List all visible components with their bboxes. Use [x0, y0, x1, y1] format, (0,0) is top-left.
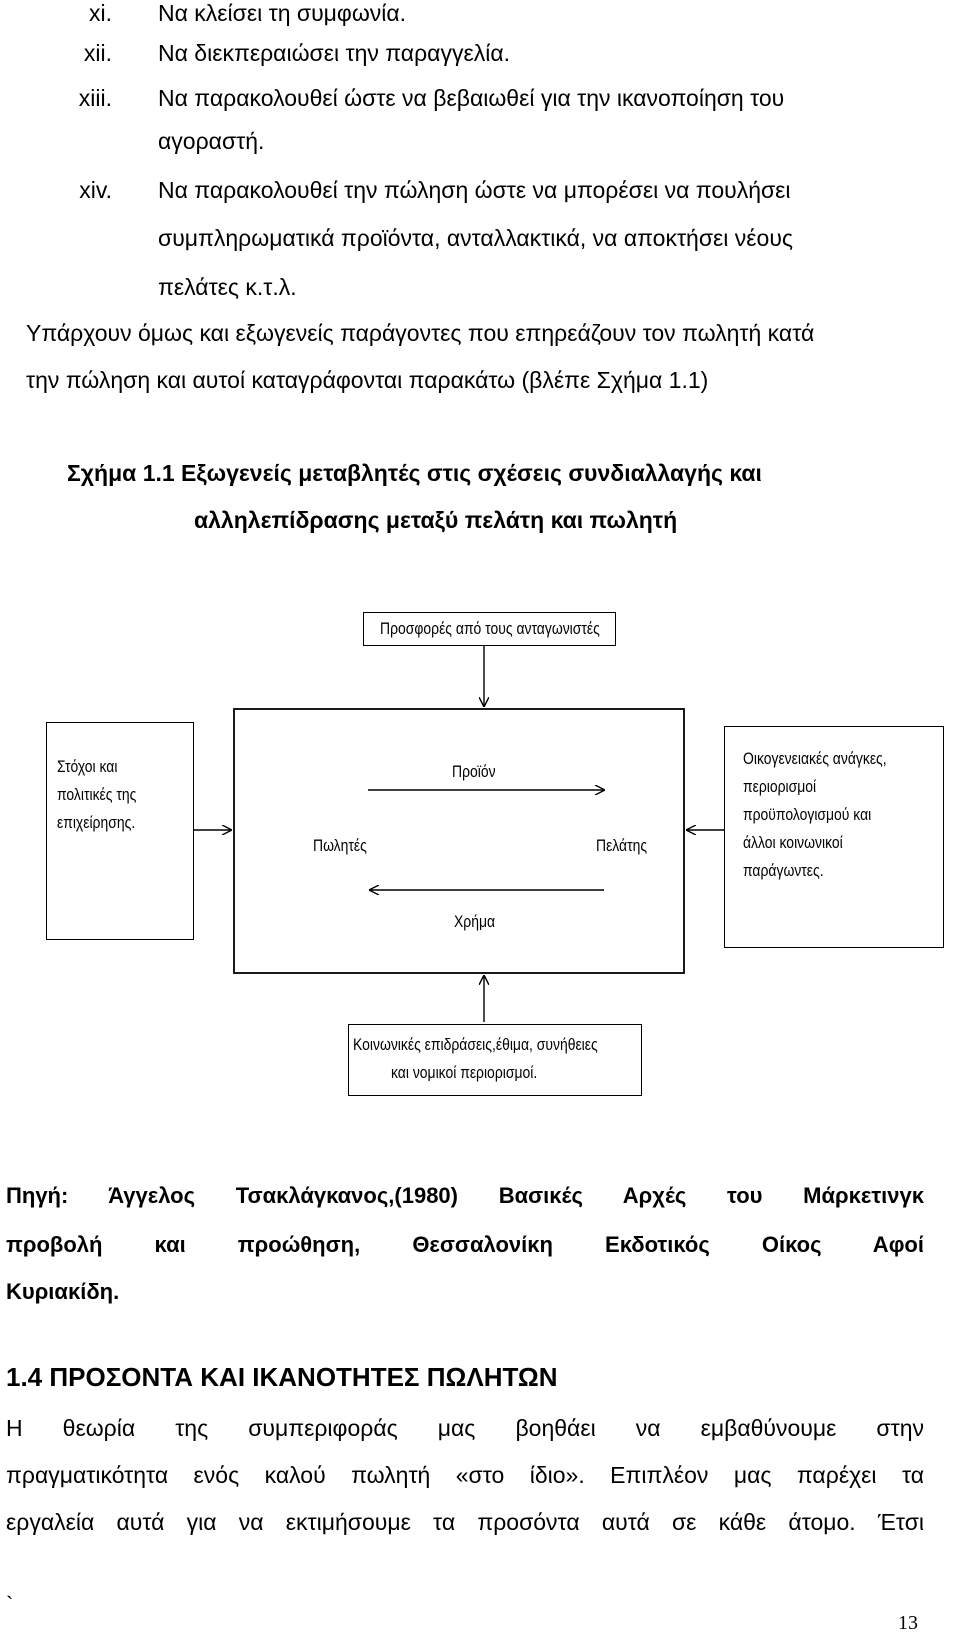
footer-mark: `	[6, 1592, 14, 1617]
competitors-box	[363, 612, 616, 646]
company-goals-line: Στόχοι και	[57, 757, 118, 776]
section-heading: 1.4 ΠΡΟΣΟΝΤΑ ΚΑΙ ΙΚΑΝΟΤΗΤΕΣ ΠΩΛΗΤΩΝ	[6, 1362, 558, 1392]
paragraph-line: πραγματικότητα ενός καλού πωλητή «στο ίδιο». Επιπλέον μας παρέχει τα	[6, 1462, 924, 1488]
money-label: Χρήμα	[454, 912, 496, 931]
source-line: Κυριακίδη.	[6, 1279, 120, 1304]
source-line: Πηγή: Άγγελος Τσακλάγκανος,(1980) Βασικές Αρχές του Μάρκετινγκ	[6, 1183, 924, 1208]
list-number: xi.	[89, 0, 112, 26]
list-item-text: συμπληρωματικά προϊόντα, ανταλλακτικά, να αποκτήσει νέους	[158, 225, 794, 251]
list-item-text: πελάτες κ.τ.λ.	[158, 274, 297, 300]
customer-label: Πελάτης	[596, 836, 648, 855]
list-item-text: Να κλείσει τη συμφωνία.	[158, 0, 407, 26]
paragraph-line: εργαλεία αυτά για να εκτιμήσουμε τα προσόντα αυτά σε κάθε άτομο. Έτσι	[6, 1509, 924, 1535]
list-item-text: αγοραστή.	[158, 128, 265, 154]
company-goals-line: επιχείρησης.	[57, 813, 136, 832]
family-factors-line: άλλοι κοινωνικοί	[743, 833, 843, 852]
list-item-text: Να παρακολουθεί ώστε να βεβαιωθεί για την ικανοποίηση του	[158, 85, 785, 111]
figure-title: Σχήμα 1.1 Εξωγενείς μεταβλητές στις σχέσεις συνδιαλλαγής και	[67, 460, 762, 486]
intro-line: την πώληση και αυτοί καταγράφονται παρακάτω (βλέπε Σχήμα 1.1)	[26, 367, 709, 393]
family-factors-line: Οικογενειακές ανάγκες,	[743, 749, 887, 768]
sellers-label: Πωλητές	[313, 836, 367, 855]
social-factors-box	[348, 1024, 642, 1096]
list-item-text: Να διεκπεραιώσει την παραγγελία.	[158, 40, 511, 66]
source-line: προβολή και προώθηση, Θεσσαλονίκη Εκδοτικός Οίκος Αφοί	[6, 1232, 924, 1257]
product-label: Προϊόν	[452, 762, 496, 781]
family-factors-line: προϋπολογισμού και	[743, 805, 872, 824]
list-number: xiv.	[79, 177, 112, 203]
company-goals-line: πολιτικές της	[57, 785, 137, 804]
paragraph-line: Η θεωρία της συμπεριφοράς μας βοηθάει να εμβαθύνουμε στην	[6, 1415, 924, 1441]
family-factors-box	[724, 726, 944, 948]
social-factors-line: και νομικοί περιορισμοί.	[391, 1063, 538, 1082]
list-number: xiii.	[78, 85, 112, 111]
list-number: xii.	[83, 40, 112, 66]
family-factors-line: παράγωντες.	[743, 861, 824, 880]
social-factors-line: Κοινωνικές επιδράσεις,έθιμα, συνήθειες	[353, 1035, 598, 1054]
family-factors-line: περιορισμοί	[743, 777, 817, 796]
page-number: 13	[898, 1612, 918, 1634]
list-item-text: Να παρακολουθεί την πώληση ώστε να μπορέσει να πουλήσει	[158, 177, 791, 203]
competitors-label: Προσφορές από τους ανταγωνιστές	[380, 619, 600, 638]
intro-line: Υπάρχουν όμως και εξωγενείς παράγοντες που επηρεάζουν τον πωλητή κατά	[26, 320, 815, 346]
company-goals-box	[46, 722, 194, 940]
figure-title: αλληλεπίδρασης μεταξύ πελάτη και πωλητή	[194, 507, 678, 533]
